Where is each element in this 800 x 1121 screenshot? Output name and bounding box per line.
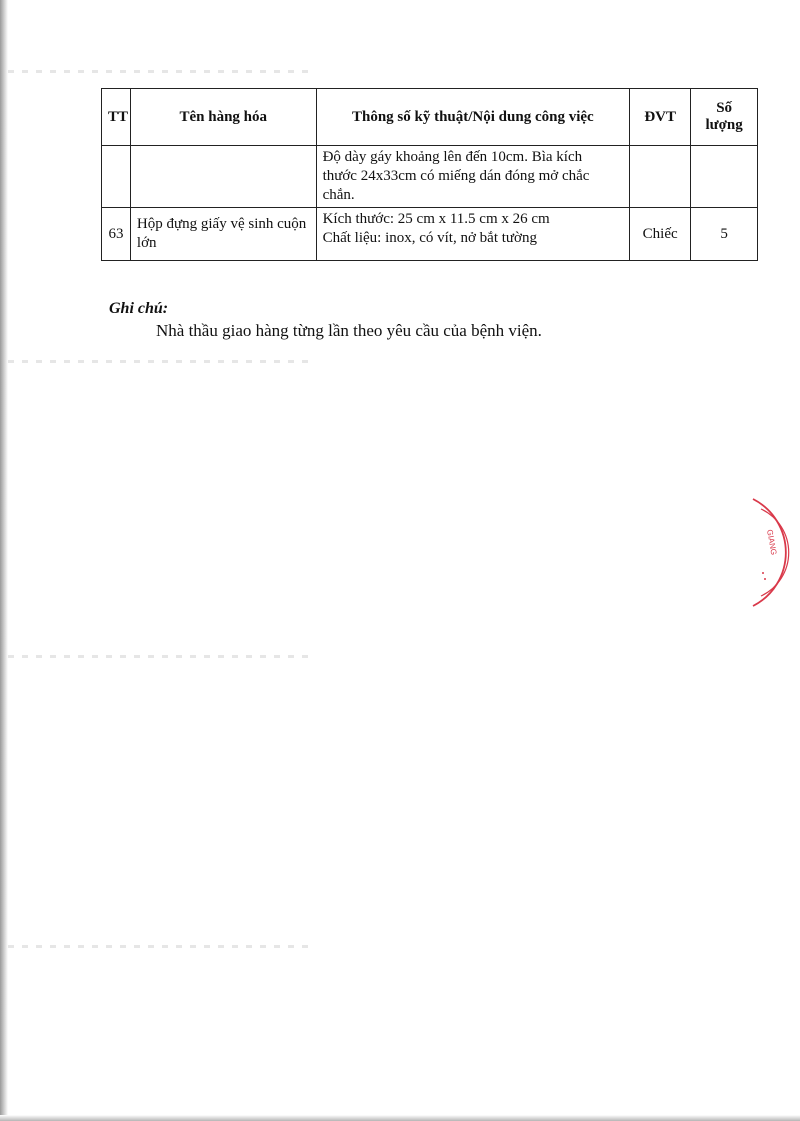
table-row: [102, 208, 758, 261]
scan-bottom-edge: [0, 1115, 800, 1121]
table-row: [102, 146, 758, 208]
cell-quantity: 5: [691, 208, 758, 261]
header-goods-name: Tên hàng hóa: [130, 89, 316, 146]
spec-line: thước 24x33cm có miếng dán đóng mở chắc: [322, 168, 590, 184]
spec-line: chắn.: [322, 187, 355, 203]
scan-artifact: [8, 360, 308, 363]
cell-specifications: [316, 208, 630, 261]
cell-goods-name: Hộp đựng giấy vệ sinh cuộn lớn: [130, 208, 316, 261]
cell-unit: [630, 146, 691, 208]
note-label: Ghi chú:: [109, 300, 169, 317]
goods-table: [101, 88, 758, 261]
spec-line: Kích thước: 25 cm x 11.5 cm x 26 cm: [322, 211, 550, 227]
table-header-row: [102, 89, 758, 146]
scan-artifact: [8, 70, 308, 73]
cell-quantity: [691, 146, 758, 208]
spec-line: Độ dày gáy khoảng lên đến 10cm. Bìa kích: [322, 149, 583, 165]
cell-specifications: [316, 146, 630, 208]
svg-text:GIANG: GIANG: [765, 528, 779, 556]
note-text: Nhà thầu giao hàng từng lần theo yêu cầu của bệnh viện.: [156, 321, 542, 340]
cell-tt: 63: [102, 208, 131, 261]
scan-artifact: [8, 655, 308, 658]
header-unit: ĐVT: [630, 89, 691, 146]
header-specifications: Thông số kỹ thuật/Nội dung công việc: [316, 89, 630, 146]
cell-tt: [102, 146, 131, 208]
cell-unit: Chiếc: [630, 208, 691, 261]
partial-stamp-seal: [745, 495, 795, 610]
scan-artifact: [8, 945, 308, 948]
spec-line: Chất liệu: inox, có vít, nở bắt tường: [322, 230, 537, 246]
header-tt: TT: [102, 89, 131, 146]
scan-left-edge: [0, 0, 8, 1121]
cell-goods-name: [130, 146, 316, 208]
header-quantity: Số lượng: [691, 89, 758, 146]
